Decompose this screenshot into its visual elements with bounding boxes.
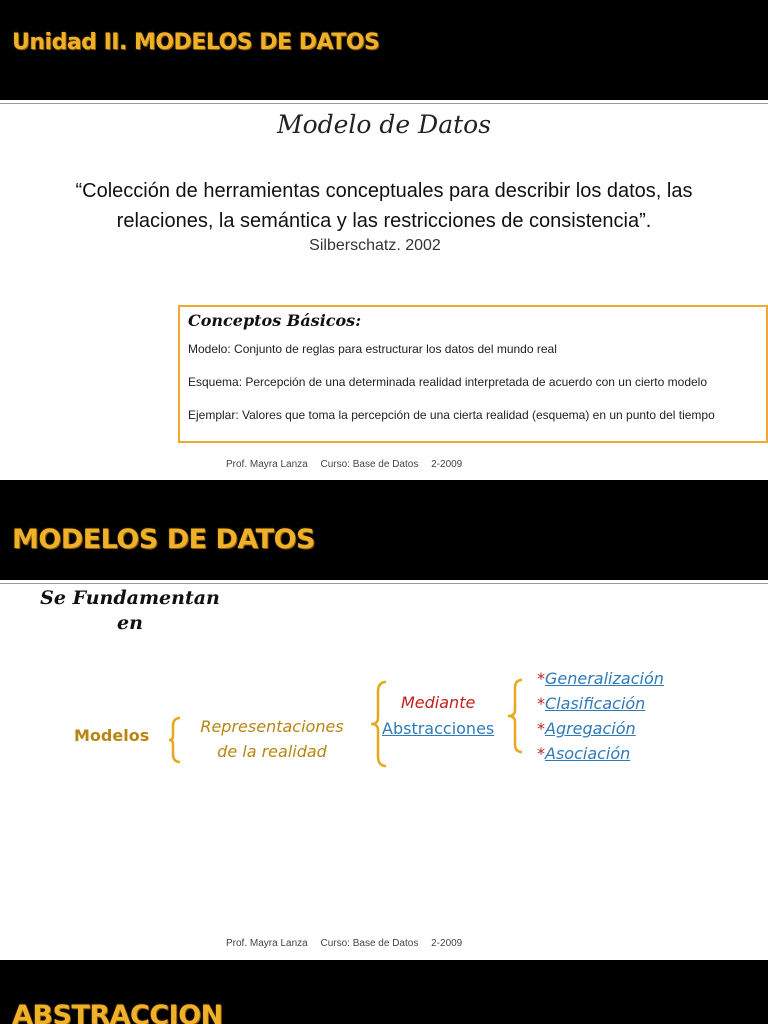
slide-1 (0, 0, 768, 480)
concept-item: Modelo: Conjunto de reglas para estructurar los datos del mundo real (188, 342, 557, 356)
footer-course: Curso: Base de Datos (320, 938, 419, 949)
clasificacion-link[interactable]: Clasificación (545, 694, 646, 713)
abstracciones-link[interactable]: Abstracciones (382, 719, 495, 738)
star-marker: * (537, 694, 545, 713)
repr-line: Representaciones (200, 717, 344, 736)
concept-item: Esquema: Percepción de una determinada realidad interpretada de acuerdo con un cierto modelo (188, 375, 707, 389)
slide-2 (0, 480, 768, 960)
slide-subtitle: Modelo de Datos (276, 110, 492, 139)
footer-term: 2-2009 (431, 459, 463, 470)
generalizacion-link[interactable]: Generalización (545, 669, 664, 688)
concept-item: Ejemplar: Valores que toma la percepción de una cierta realidad (esquema) en un punto del tiempo (188, 408, 715, 422)
footer-author: Prof. Mayra Lanza (226, 938, 308, 949)
list-item (537, 666, 664, 691)
footer-course: Curso: Base de Datos (320, 459, 419, 470)
brace-icon (168, 716, 184, 764)
list-item (537, 716, 664, 741)
footer-term: 2-2009 (431, 938, 463, 949)
slide-footer (226, 459, 472, 470)
repr-line: de la realidad (217, 742, 327, 761)
modelos-label: Modelos (74, 726, 150, 745)
slide-title: Unidad II. MODELOS DE DATOS (12, 30, 380, 55)
list-item (537, 741, 664, 766)
star-marker: * (537, 719, 545, 738)
divider (0, 103, 768, 104)
agregacion-link[interactable]: Agregación (545, 719, 636, 738)
concepts-box (178, 305, 768, 443)
list-item (537, 691, 664, 716)
slide-footer (226, 938, 472, 949)
slide-title: ABSTRACCION (12, 1000, 223, 1024)
star-marker: * (537, 744, 545, 763)
quote-line: relaciones, la semántica y las restricciones de consistencia”. (116, 210, 652, 232)
quote-author: Silberschatz. 2002 (309, 237, 441, 254)
asociacion-link[interactable]: Asociación (545, 744, 631, 763)
title-bar (0, 480, 768, 580)
slide-title: MODELOS DE DATOS (12, 524, 316, 555)
slide-3 (0, 960, 768, 1024)
brace-icon (506, 678, 526, 754)
abstraction-types (537, 666, 664, 766)
representaciones-label (192, 714, 352, 764)
quote-line: “Colección de herramientas conceptuales para describir los datos, las (75, 180, 693, 202)
divider (0, 583, 768, 584)
fund-line: en (117, 612, 143, 634)
mediante-label: Mediante (401, 693, 476, 712)
star-marker: * (537, 669, 545, 688)
title-bar (0, 0, 768, 100)
definition-quote (30, 176, 738, 236)
fund-line: Se Fundamentan (40, 587, 220, 609)
footer-author: Prof. Mayra Lanza (226, 459, 308, 470)
concepts-title: Conceptos Básicos: (188, 311, 362, 330)
fundamentan-heading (30, 586, 230, 636)
